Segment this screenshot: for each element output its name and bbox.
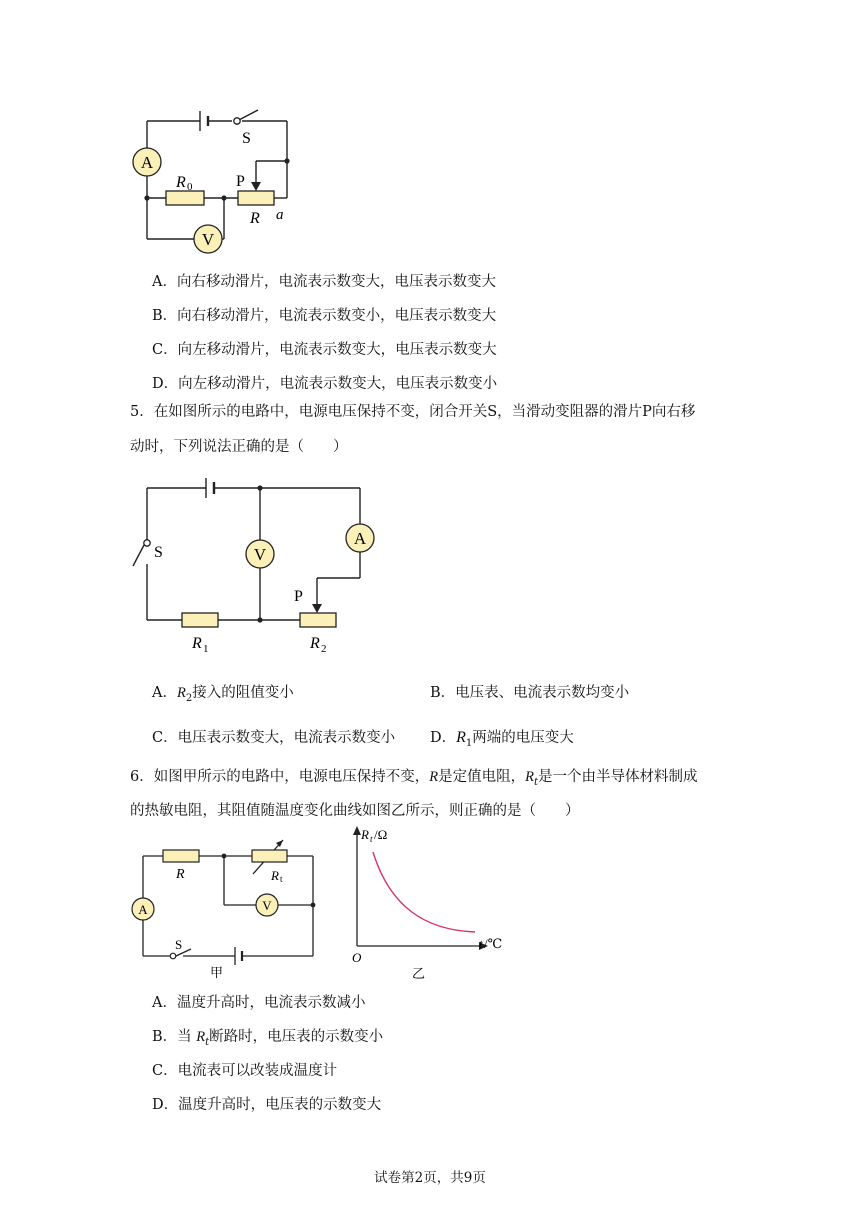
- option-text: 电压表示数变大，电流表示数变小: [177, 730, 396, 746]
- resistor-r0: [166, 191, 204, 205]
- variable-rt: R: [525, 769, 534, 785]
- switch-label: S: [242, 130, 251, 147]
- option-letter: D．: [152, 376, 179, 392]
- option-text: 温度升高时，电压表的示数变大: [178, 1097, 382, 1113]
- slider-label: P: [294, 588, 303, 605]
- option-letter: B．: [152, 308, 178, 324]
- q5-option-d: [430, 726, 574, 749]
- r0-label: R: [176, 174, 186, 191]
- option-text: 向右移动滑片，电流表示数变小，电压表示数变大: [177, 308, 497, 324]
- y-axis-subscript: t: [370, 834, 373, 844]
- ammeter-label: A: [138, 902, 148, 917]
- option-letter: A．: [152, 685, 177, 701]
- switch-label: S: [154, 544, 163, 561]
- option-text: 电压表、电流表示数均变小: [455, 685, 630, 701]
- rheostat-r2: [300, 613, 336, 627]
- option-text: 向右移动滑片，电流表示数变大，电压表示数变大: [176, 274, 496, 290]
- end-a-label: a: [276, 207, 284, 223]
- q5-option-c: [152, 726, 395, 747]
- option-text: 温度升高时，电流表示数减小: [176, 995, 366, 1011]
- r1-subscript: 1: [203, 643, 209, 655]
- r2-label: R: [310, 635, 320, 652]
- q6-option-d: [152, 1093, 381, 1114]
- option-letter: A．: [152, 274, 177, 290]
- option-text: 接入的阻值变小: [192, 685, 294, 701]
- q4-option-c: [152, 338, 497, 359]
- option-letter: A．: [152, 995, 177, 1011]
- q6-option-b: [152, 1025, 383, 1048]
- switch-blade: [133, 545, 144, 566]
- ammeter-label: A: [140, 153, 154, 172]
- q5-option-b: [430, 681, 629, 702]
- switch-label: S: [175, 937, 183, 952]
- page-footer: 试卷第2页，共9页: [374, 1170, 486, 1186]
- stem-text: 6．如图甲所示的电路中，电源电压保持不变，: [130, 769, 430, 785]
- variable-subscript: 1: [465, 737, 473, 749]
- resistor-r1: [182, 613, 218, 627]
- q5-option-a: [152, 681, 294, 704]
- x-axis-label: t: [479, 936, 483, 951]
- thermistor-rt: [252, 850, 287, 862]
- ammeter-label: A: [353, 529, 367, 548]
- variable-r: R: [456, 729, 466, 746]
- circuit-diagram-q4: [120, 96, 310, 256]
- circuit-diagram-q6: [125, 836, 325, 986]
- r2-subscript: 2: [321, 643, 327, 655]
- switch-contact: [144, 540, 150, 546]
- option-text: 向左移动滑片，电流表示数变大，电压表示数变小: [178, 376, 498, 392]
- q4-option-d: [152, 372, 497, 393]
- rheostat-r: [238, 191, 274, 205]
- figure-caption-jia: 甲: [210, 965, 224, 980]
- rt-subscript: t: [280, 874, 283, 884]
- slider-label: P: [236, 173, 245, 190]
- y-axis-label: R: [361, 827, 369, 842]
- y-axis-unit: /Ω: [374, 827, 388, 842]
- variable-r: R: [176, 685, 186, 701]
- q5-stem-line1: 5．在如图所示的电路中，电源电压保持不变，闭合开关S，当滑动变阻器的滑片P向右移: [130, 404, 696, 420]
- resistor-r: [163, 850, 199, 862]
- q5-stem-line2: 动时，下列说法正确的是（ ）: [130, 439, 348, 455]
- r-label: R: [176, 867, 185, 882]
- option-letter: C．: [152, 730, 178, 746]
- stem-text: 是一个由半导体材料制成: [537, 769, 698, 785]
- r0-subscript: 0: [187, 181, 193, 193]
- figure-caption-yi: 乙: [412, 966, 426, 981]
- q4-option-b: [152, 304, 496, 325]
- q6-option-c: [152, 1059, 337, 1080]
- q6-option-a: [152, 991, 365, 1012]
- rt-label: R: [271, 868, 279, 883]
- option-text: 两端的电压变大: [472, 730, 574, 746]
- r1-label: R: [192, 635, 202, 652]
- option-letter: D．: [152, 1097, 179, 1113]
- option-text: 断路时，电压表的示数变小: [209, 1029, 384, 1045]
- option-letter: C．: [152, 1063, 178, 1079]
- origin-label: O: [352, 950, 362, 965]
- option-text: 电流表可以改装成温度计: [177, 1063, 338, 1079]
- voltmeter-label: V: [262, 898, 272, 913]
- x-axis-unit: /℃: [484, 936, 503, 951]
- q4-option-a: [152, 270, 496, 291]
- rt-temperature-curve: [373, 852, 475, 932]
- circuit-diagram-q5: [120, 470, 390, 660]
- variable-subscript: t: [533, 776, 538, 788]
- option-letter: B．: [430, 685, 456, 701]
- voltmeter-label: V: [253, 545, 267, 564]
- option-text: 当: [177, 1029, 197, 1045]
- option-text: 向左移动滑片，电流表示数变大，电压表示数变大: [177, 342, 497, 358]
- q6-stem-line2: 的热敏电阻，其阻值随温度变化曲线如图乙所示，则正确的是（ ）: [130, 803, 580, 819]
- q6-stem-line1: [130, 761, 697, 799]
- stem-text: 是定值电阻，: [438, 769, 526, 785]
- switch-contact: [170, 953, 176, 959]
- variable-rt: R: [196, 1029, 206, 1045]
- variable-subscript: t: [205, 1036, 210, 1048]
- variable-subscript: 2: [185, 692, 193, 704]
- thermistor-graph: [345, 822, 515, 982]
- option-letter: B．: [152, 1029, 178, 1045]
- variable-r: R: [429, 769, 439, 785]
- rheostat-label: R: [250, 210, 260, 227]
- option-letter: D．: [430, 730, 457, 746]
- switch-contact: [234, 118, 240, 124]
- option-letter: C．: [152, 342, 178, 358]
- voltmeter-label: V: [201, 230, 215, 249]
